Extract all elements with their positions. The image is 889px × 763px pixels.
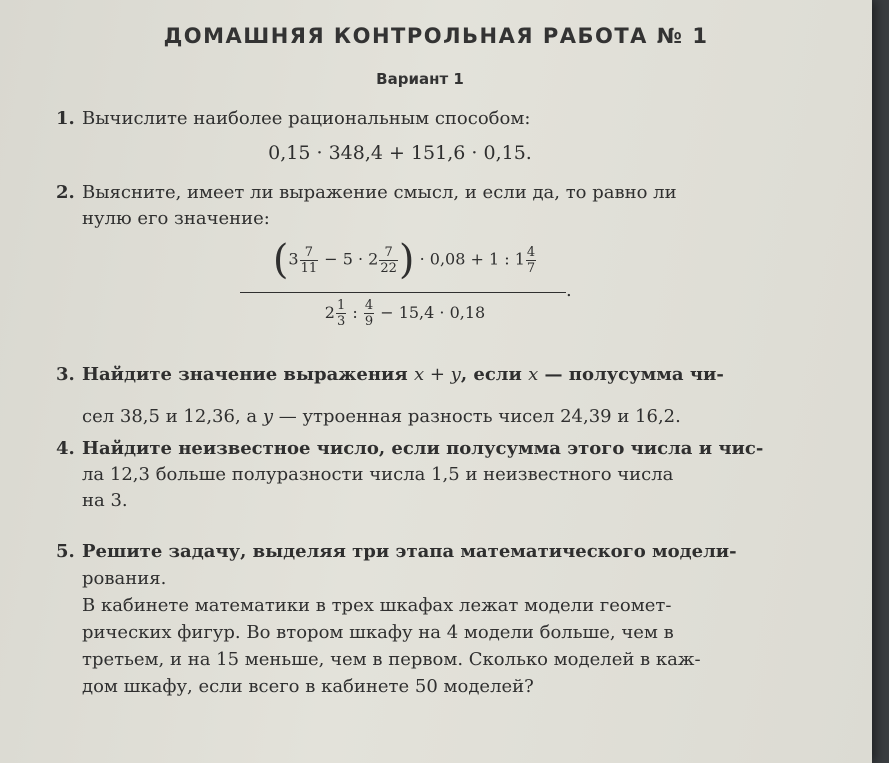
mixed-fraction [336,298,346,329]
problem-text: Вычислите наиболее рациональным способом: [82,108,531,129]
whole-part: 3 [288,249,299,269]
operator-text: − 15,4 · 0,18 [380,303,486,322]
problem-1-expression: 0,15 · 348,4 + 151,6 · 0,15. [268,142,532,164]
variant-heading: Вариант 1 [376,70,464,88]
problem-text-line: В кабинете математики в трех шкафах лежат модели геомет- [82,595,672,616]
problem-text-line [56,396,796,438]
problem-text-line: третьем, и на 15 меньше, чем в первом. Сколько моделей в каж- [82,649,701,670]
mixed-fraction [526,245,536,276]
fraction-numerator [240,237,570,283]
mixed-fraction [300,245,319,276]
fraction-den: 7 [526,260,536,276]
problem-text: Найдите значение выражения [82,364,414,385]
operator-text: − 5 · 2 [324,249,379,269]
left-paren: ( [272,237,289,283]
fraction-denominator [240,298,570,329]
problem-text-line: нулю его значение: [82,208,270,229]
problem-number: 5. [56,541,75,562]
fraction-num: 7 [300,245,319,261]
fraction-num: 1 [336,298,346,313]
problem-1 [56,106,796,132]
problem-number: 4. [56,438,75,459]
problem-text-line: рических фигур. Во втором шкафу на 4 модели больше, чем в [82,622,674,643]
fraction-den: 3 [336,314,346,329]
variable-x: x [528,364,539,385]
problem-2 [56,180,796,232]
fraction-num: 4 [364,298,374,313]
problem-text: сел 38,5 и 12,36, а [82,406,263,427]
expression-period: . [566,280,572,301]
fraction-num: 4 [526,244,536,260]
variable-x: x [413,364,425,385]
problem-text-line: Выясните, имеет ли выражение смысл, и если да, то равно ли [82,182,677,203]
mixed-fraction [379,245,398,276]
problem-text-line: Найдите неизвестное число, если полусумма этого числа и чис- [82,438,764,459]
variable-y: y [262,406,274,427]
fraction-num: 7 [379,245,398,261]
fraction-den: 11 [300,260,318,276]
problem-text: , если [460,364,529,385]
problem-number: 2. [56,182,75,203]
problem-number: 3. [56,364,75,385]
operator-text: · 0,08 + 1 : 1 [419,249,525,269]
problem-text: — полусумма чи- [538,364,724,385]
problem-text-line: дом шкафу, если всего в кабинете 50 моделей? [82,676,534,697]
fraction-den: 22 [380,260,397,276]
problem-text-line: ла 12,3 больше полуразности числа 1,5 и неизвестного числа [82,464,674,485]
problem-4 [56,436,796,514]
fraction-bar [240,292,566,293]
operator-text: + [424,364,451,385]
fraction-den: 9 [364,314,374,329]
problem-2-fraction-expression [240,237,580,340]
problem-3 [56,354,796,438]
problem-5 [56,538,796,700]
fraction [364,298,374,329]
variable-y: y [450,364,461,385]
problem-text: — утроенная разность чисел 24,39 и 16,2. [273,406,681,427]
page-title: ДОМАШНЯЯ КОНТРОЛЬНАЯ РАБОТА № 1 [163,24,709,48]
problem-number: 1. [56,108,75,129]
problem-text-line: рования. [82,568,167,589]
problem-text-line: на 3. [82,490,128,511]
problem-text-line: Решите задачу, выделяя три этапа математического модели- [82,541,737,562]
operator-text: : [352,303,358,322]
whole-part: 2 [324,303,335,322]
right-paren: ) [398,237,415,283]
